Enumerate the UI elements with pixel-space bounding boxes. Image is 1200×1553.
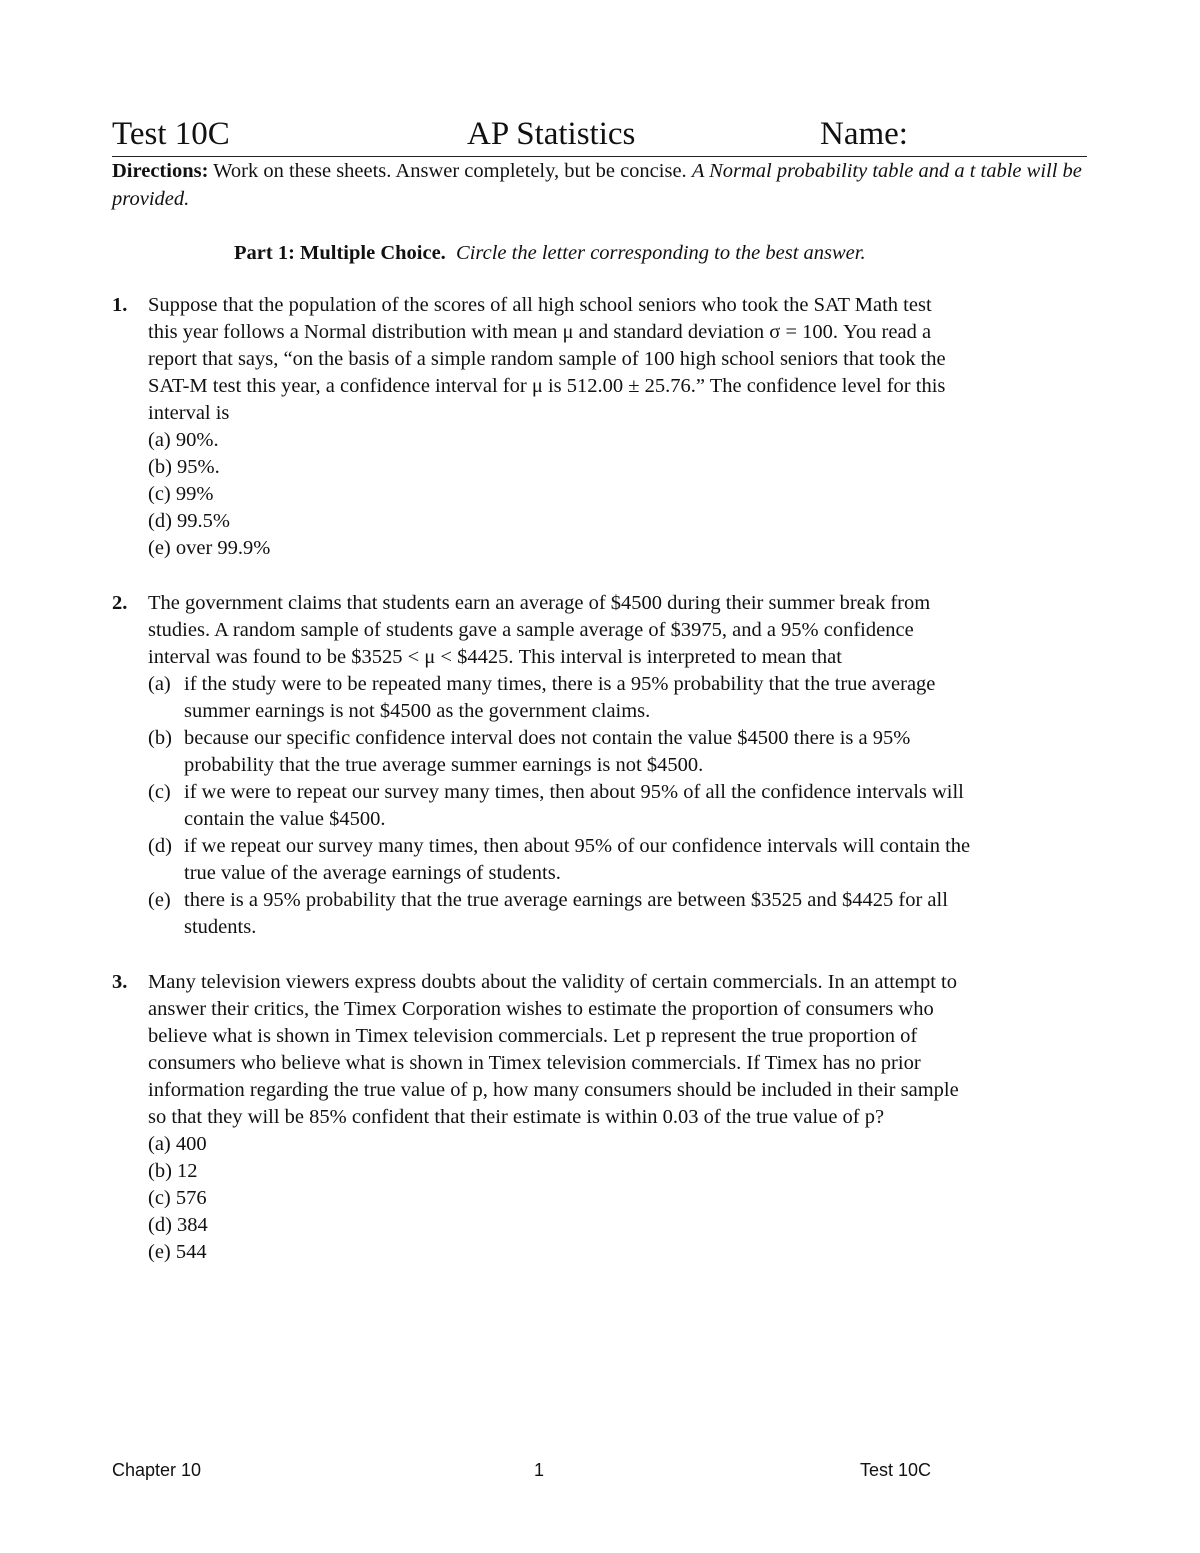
answer-option-d[interactable]: (d) 384: [148, 1214, 208, 1236]
directions-italic: A Normal probability table and a t table will be provided.: [112, 160, 1082, 210]
directions-label: Directions:: [112, 160, 209, 182]
course-title: AP Statistics: [467, 116, 636, 152]
answer-option-c[interactable]: (c) 99%: [148, 483, 214, 505]
question-3: [112, 969, 1092, 1266]
directions: [112, 157, 1092, 213]
answer-option-b[interactable]: (b) 95%.: [148, 456, 220, 478]
option-letter: (b): [148, 727, 172, 749]
question-number: 1.: [112, 294, 128, 316]
option-letter: (e): [148, 889, 171, 911]
question-text-line: consumers who believe what is shown in Timex television commercials. If Timex has no prior: [148, 1052, 921, 1074]
question-text-line: this year follows a Normal distribution with mean μ and standard deviation σ = 100. You read a: [148, 321, 932, 343]
question-text-line: answer their critics, the Timex Corporation wishes to estimate the proportion of consumers who: [148, 998, 934, 1020]
option-text-line: probability that the true average summer earnings is not $4500.: [184, 754, 704, 776]
question-text-line: believe what is shown in Timex television commercials. Let p represent the true proportion of: [148, 1025, 918, 1047]
test-id: Test 10C: [112, 116, 230, 152]
answer-option-d[interactable]: (d) 99.5%: [148, 510, 230, 532]
test-header: [112, 112, 1087, 157]
answer-option-e[interactable]: (e) 544: [148, 1241, 207, 1263]
question-text-line: interval is: [148, 402, 230, 424]
answer-option-a[interactable]: (a) 90%.: [148, 429, 219, 451]
option-letter: (d): [148, 835, 172, 857]
page-footer: [112, 1460, 1092, 1484]
question-text-line: report that says, “on the basis of a simple random sample of 100 high school seniors that took the: [148, 348, 946, 370]
footer-chapter: Chapter 10: [112, 1460, 202, 1480]
page-number: 1: [534, 1460, 545, 1480]
question-text-line: so that they will be 85% confident that their estimate is within 0.03 of the true value of p?: [148, 1106, 885, 1128]
question-text-line: studies. A random sample of students gave a sample average of $3975, and a 95% confidence: [148, 619, 914, 641]
answer-option-c[interactable]: [148, 779, 1092, 833]
part1-label: Part 1: Multiple Choice.: [234, 242, 446, 264]
question-2: [112, 590, 1092, 941]
question-text-line: Suppose that the population of the scores of all high school seniors who took the SAT Math test: [148, 294, 932, 316]
footer-test-id: Test 10C: [860, 1460, 932, 1480]
question-text-line: SAT-M test this year, a confidence interval for μ is 512.00 ± 25.76.” The confidence level for this: [148, 375, 946, 397]
option-letter: (a): [148, 673, 171, 695]
option-text-line: if we were to repeat our survey many times, then about 95% of all the confidence intervals will: [184, 781, 964, 803]
answer-option-e[interactable]: [148, 887, 1092, 941]
name-label: Name:: [820, 116, 908, 152]
question-text-line: interval was found to be $3525 < μ < $4425. This interval is interpreted to mean that: [148, 646, 842, 668]
answer-option-a[interactable]: [148, 671, 1092, 725]
question-number: 3.: [112, 971, 128, 993]
option-text-line: if the study were to be repeated many times, there is a 95% probability that the true average: [184, 673, 936, 695]
answer-option-c[interactable]: (c) 576: [148, 1187, 207, 1209]
directions-text: Work on these sheets. Answer completely, but be concise.: [208, 160, 692, 182]
answer-option-b[interactable]: (b) 12: [148, 1160, 198, 1182]
option-text-line: there is a 95% probability that the true average earnings are between $3525 and $4425 for all: [184, 889, 948, 911]
question-text-line: Many television viewers express doubts about the validity of certain commercials. In an attempt to: [148, 971, 957, 993]
option-text-line: students.: [184, 916, 257, 938]
question-1: [112, 292, 1092, 562]
answer-option-d[interactable]: [148, 833, 1092, 887]
part1-instruction: Circle the letter corresponding to the best answer.: [456, 242, 866, 264]
option-text-line: contain the value $4500.: [184, 808, 386, 830]
part1-heading: [234, 239, 1134, 267]
answer-option-a[interactable]: (a) 400: [148, 1133, 207, 1155]
question-number: 2.: [112, 592, 128, 614]
option-text-line: because our specific confidence interval does not contain the value $4500 there is a 95%: [184, 727, 911, 749]
option-letter: (c): [148, 781, 171, 803]
option-text-line: if we repeat our survey many times, then about 95% of our confidence intervals will contain the: [184, 835, 971, 857]
option-text-line: true value of the average earnings of students.: [184, 862, 561, 884]
question-text-line: information regarding the true value of p, how many consumers should be included in their sample: [148, 1079, 959, 1101]
option-text-line: summer earnings is not $4500 as the government claims.: [184, 700, 651, 722]
question-text-line: The government claims that students earn an average of $4500 during their summer break from: [148, 592, 931, 614]
answer-option-b[interactable]: [148, 725, 1092, 779]
answer-option-e[interactable]: (e) over 99.9%: [148, 537, 271, 559]
